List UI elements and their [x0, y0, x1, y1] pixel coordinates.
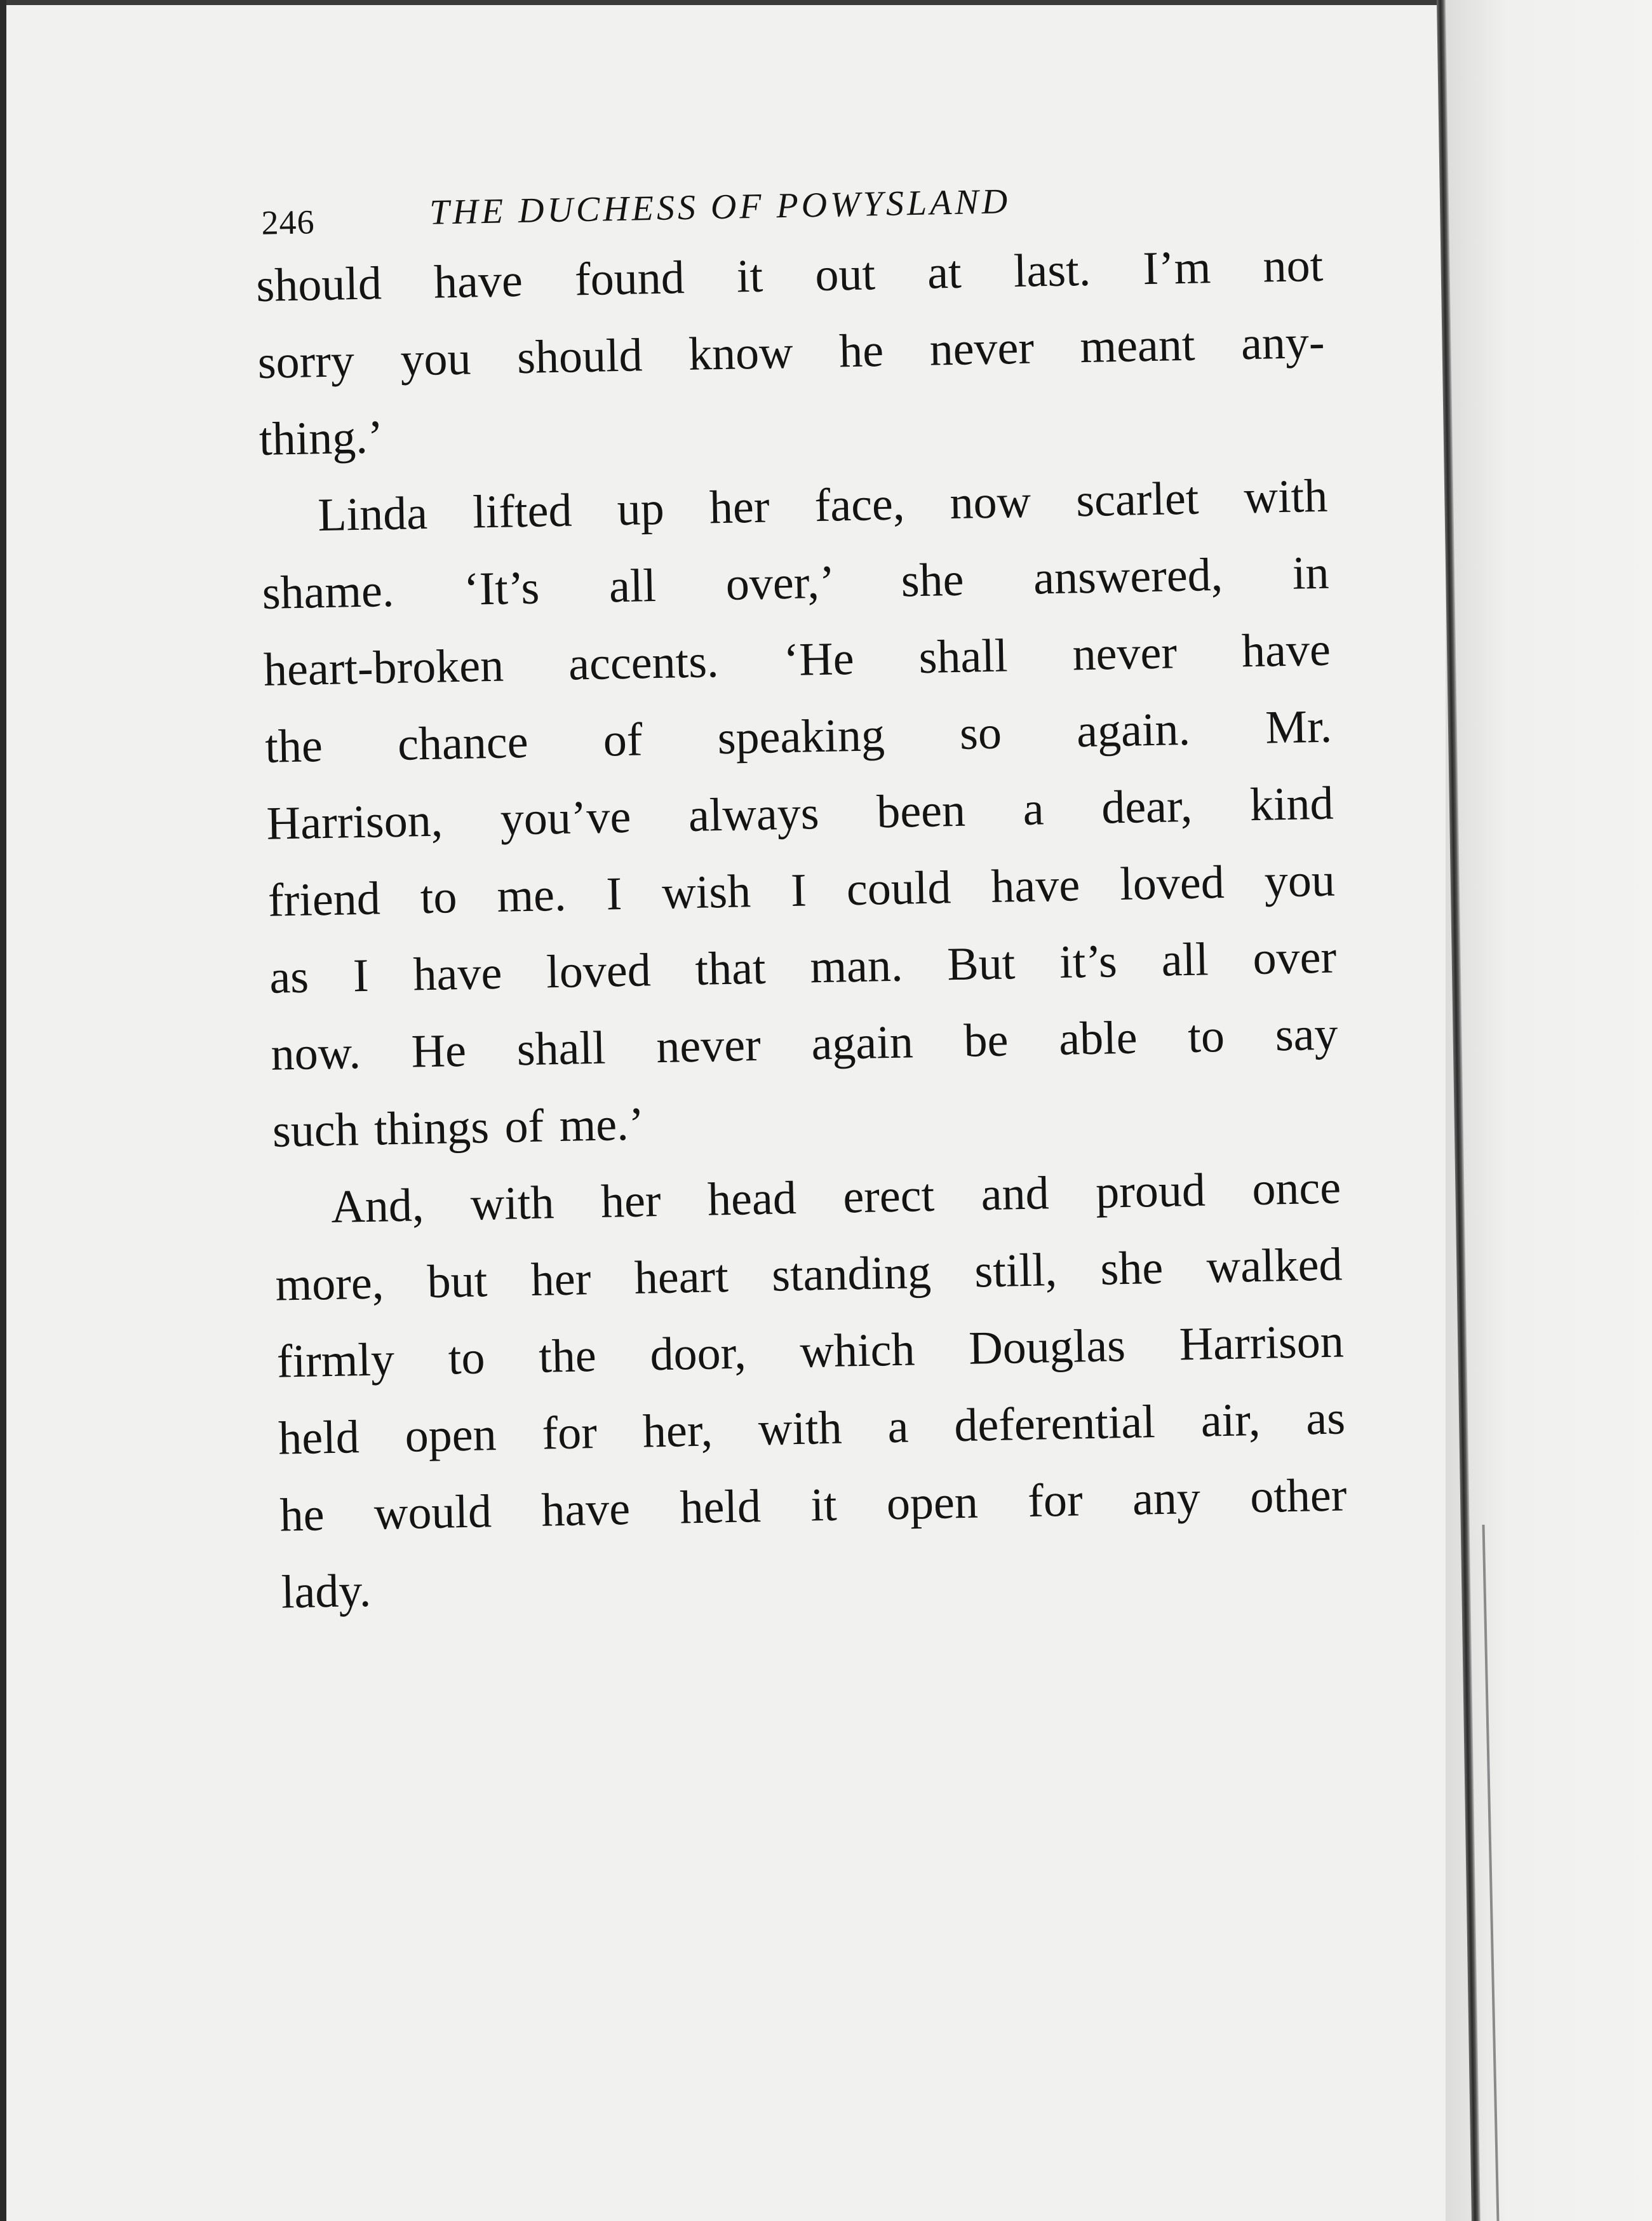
text-line: thing.’ [259, 411, 384, 466]
text-line: as I have loved that man. But it’s all over [269, 931, 1337, 1004]
paragraph-3 [273, 1149, 1349, 1631]
page-text-block [254, 151, 1349, 1631]
facing-page-margin [1446, 0, 1652, 2221]
text-line: lady. [281, 1564, 372, 1619]
text-line: shame. ‘It’s all over,’ she answered, in [261, 546, 1330, 619]
text-line: Linda lifted up her face, now scarlet with [317, 469, 1328, 542]
text-line: heart-broken accents. ‘He shall never have [263, 623, 1331, 696]
text-line: friend to me. I wish I could have loved you [267, 854, 1336, 927]
running-head-title: THE DUCHESS OF POWYSLAND [429, 182, 1011, 233]
page-left-edge [0, 0, 6, 2221]
text-line: now. He shall never again be able to say [270, 1008, 1339, 1081]
text-line: he would have held it open for any other [279, 1469, 1348, 1542]
text-line: And, with her head erect and proud once [330, 1161, 1341, 1233]
text-line: should have found it out at last. I’m not [255, 239, 1324, 312]
text-line: Harrison, you’ve always been a dear, kind [265, 777, 1334, 850]
text-line: sorry you should know he never meant any- [257, 316, 1326, 389]
text-line: more, but her heart standing still, she walked [274, 1238, 1343, 1311]
text-line: the chance of speaking so again. Mr. [264, 700, 1333, 773]
page-number: 246 [260, 203, 316, 242]
text-line: held open for her, with a deferential air, as [278, 1392, 1346, 1465]
text-line: such things of me.’ [272, 1098, 645, 1158]
page-top-edge [0, 0, 1652, 5]
paragraph-2 [260, 458, 1340, 1170]
text-line: firmly to the door, which Douglas Harrison [276, 1315, 1345, 1388]
paragraph-1 [255, 227, 1327, 478]
